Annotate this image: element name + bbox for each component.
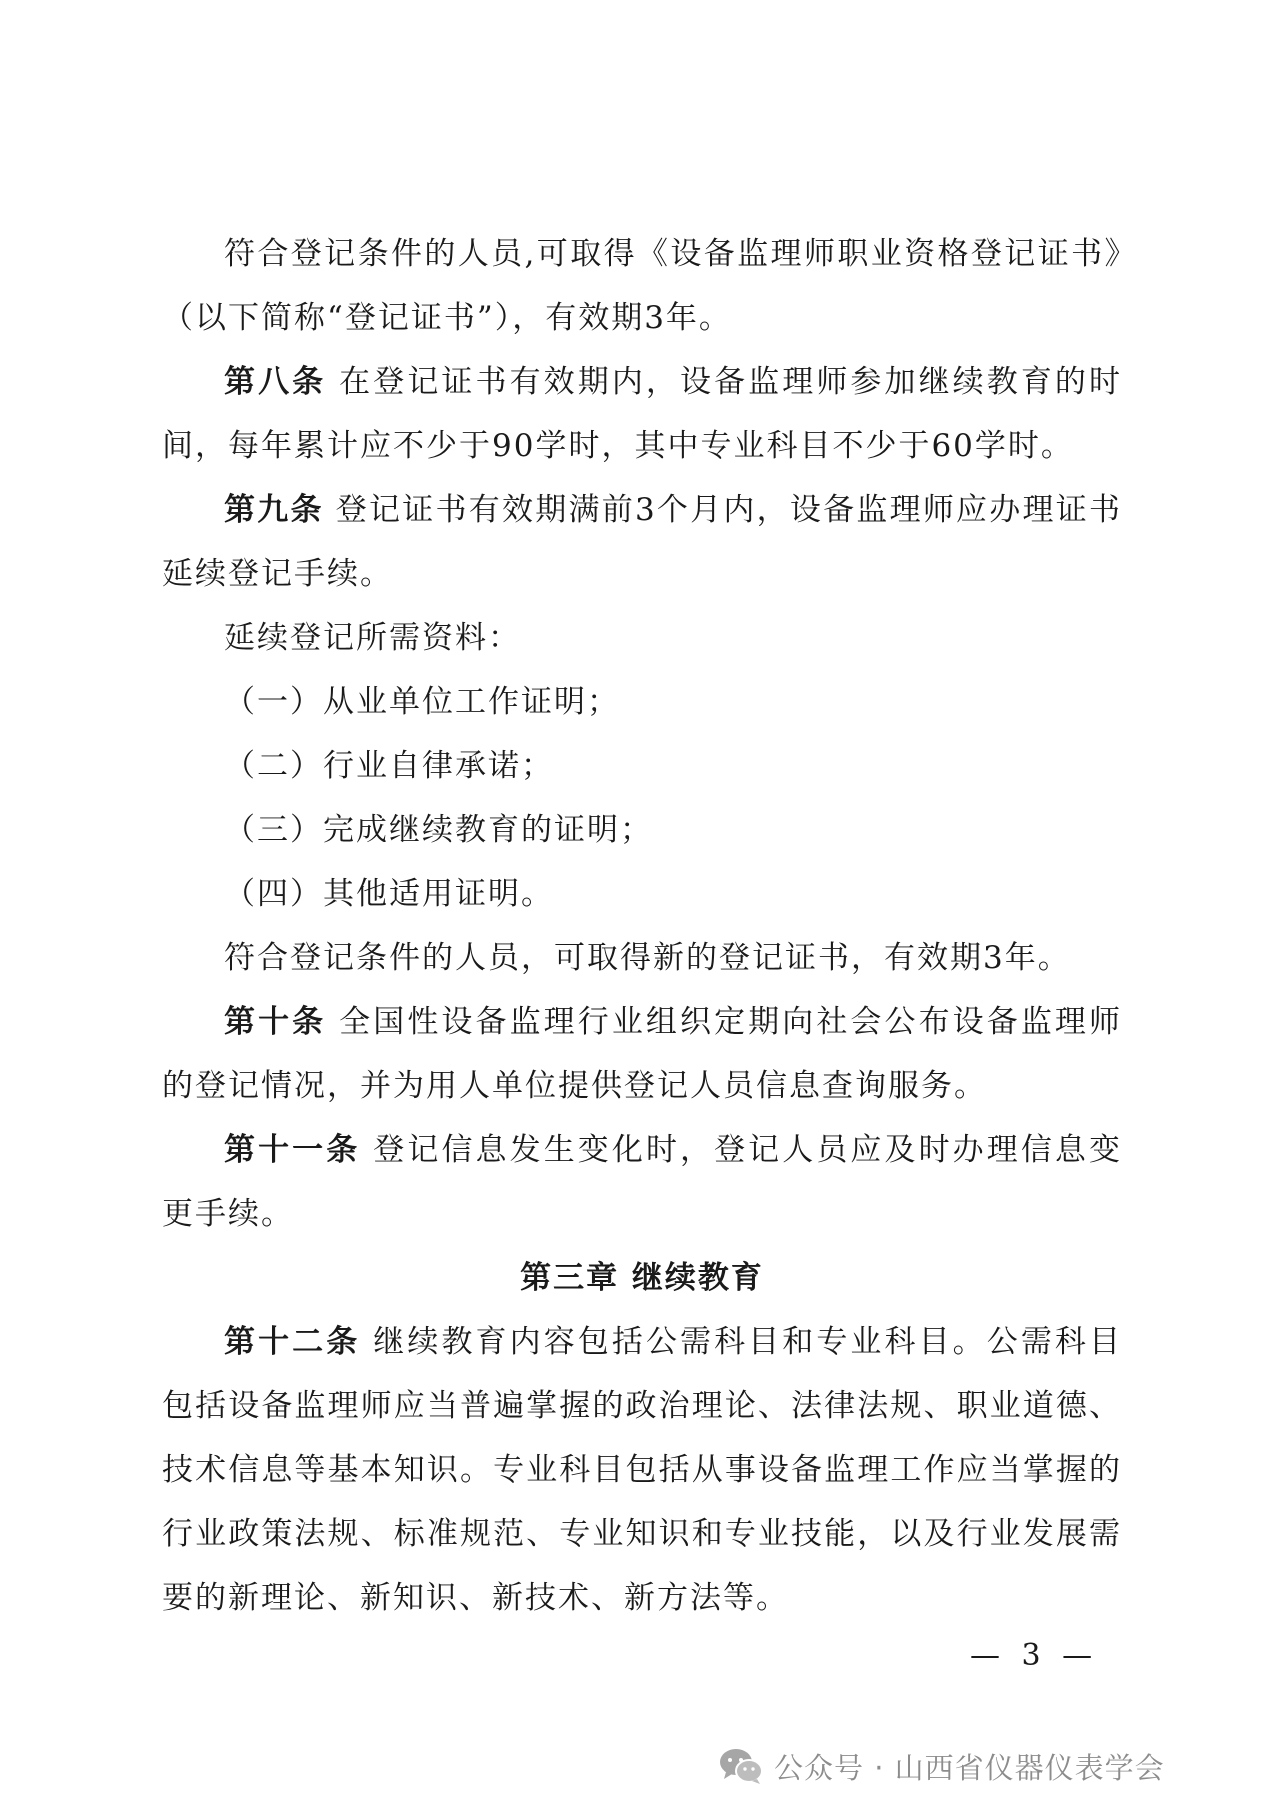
document-body <box>162 222 1122 1630</box>
paragraph <box>162 1310 1122 1630</box>
paragraph <box>162 990 1122 1118</box>
chapter-title: 第三章 继续教育 <box>520 1260 764 1296</box>
wechat-icon <box>718 1746 764 1786</box>
article-number: 第九条 <box>224 492 324 528</box>
paragraph <box>162 606 1122 670</box>
paragraph-text: 全国性设备监理行业组织定期向社会公布设备监理师的登记情况，并为用人单位提供登记人员信息查询服务。 <box>162 1004 1122 1104</box>
paragraph-text: （三）完成继续教育的证明； <box>224 812 653 848</box>
paragraph-text: 继续教育内容包括公需科目和专业科目。公需科目包括设备监理师应当普遍掌握的政治理论、法律法规、职业道德、技术信息等基本知识。专业科目包括从事设备监理工作应当掌握的行业政策法规、标准规范、专业知识和专业技能，以及行业发展需要的新理论、新知识、新技术、新方法等。 <box>162 1324 1123 1616</box>
paragraph-text: （四）其他适用证明。 <box>224 876 554 912</box>
paragraph-text: 符合登记条件的人员,可取得《设备监理师职业资格登记证书》（以下简称“登记证书”），有效期3年。 <box>162 236 1122 336</box>
article-number: 第十一条 <box>224 1132 361 1168</box>
article-number: 第十二条 <box>224 1324 361 1360</box>
article-number: 第十条 <box>224 1004 327 1040</box>
paragraph <box>162 222 1122 350</box>
paragraph <box>162 1118 1122 1246</box>
paragraph <box>162 926 1122 990</box>
paragraph-text: 符合登记条件的人员，可取得新的登记证书，有效期3年。 <box>224 940 1071 976</box>
list-item <box>162 798 1122 862</box>
list-item <box>162 670 1122 734</box>
paragraph-text: 延续登记所需资料： <box>224 620 521 656</box>
paragraph <box>162 350 1122 478</box>
paragraph-text: 登记信息发生变化时，登记人员应及时办理信息变更手续。 <box>162 1132 1123 1232</box>
paragraph-text: （二）行业自律承诺； <box>224 748 554 784</box>
paragraph-text: （一）从业单位工作证明； <box>224 684 620 720</box>
paragraph <box>162 478 1122 606</box>
list-item <box>162 734 1122 798</box>
watermark <box>718 1742 1165 1790</box>
watermark-text: 公众号 · 山西省仪器仪表学会 <box>774 1750 1165 1785</box>
article-number: 第八条 <box>224 364 327 400</box>
paragraph-text: 在登记证书有效期内，设备监理师参加继续教育的时间，每年累计应不少于90学时，其中专业科目不少于60学时。 <box>162 364 1122 464</box>
page-number: — 3 — <box>970 1638 1099 1673</box>
paragraph-text: 登记证书有效期满前3个月内，设备监理师应办理证书延续登记手续。 <box>162 492 1123 592</box>
list-item <box>162 862 1122 926</box>
